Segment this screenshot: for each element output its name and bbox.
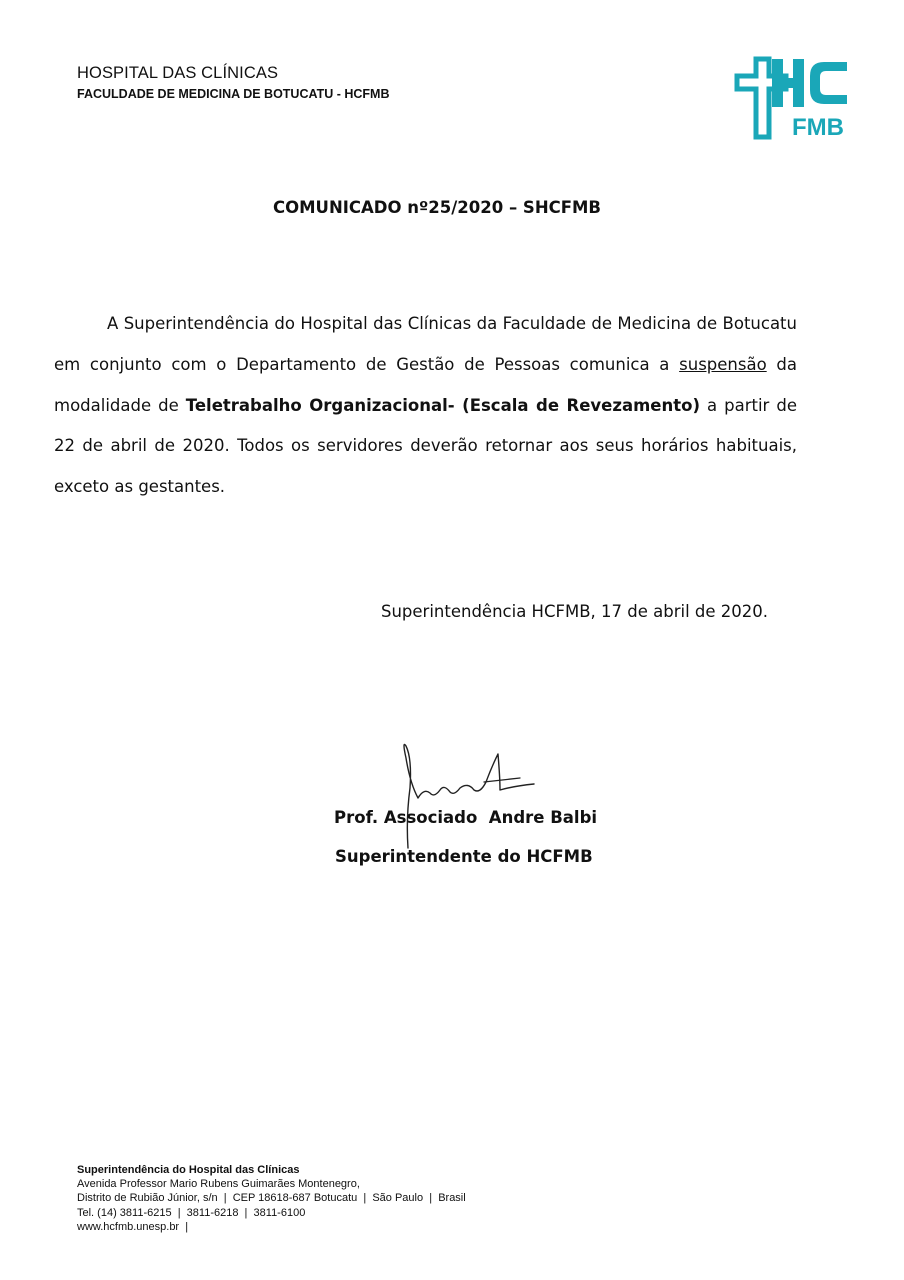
footer-address-1: Avenida Professor Mario Rubens Guimarães Montenegro, (77, 1178, 360, 1191)
body-underlined: suspensão (679, 354, 767, 374)
body-bold: Teletrabalho Organizacional- (Escala de Revezamento) (185, 395, 700, 415)
footer-title: Superintendência do Hospital das Clínicas (77, 1164, 300, 1176)
body-part-1: A Superintendência do Hospital das Clínicas da Faculdade de Medicina de Botucatu em conjunto com o Departamento de Gestão de Pessoas comunica a (54, 314, 797, 374)
hcfmb-logo (734, 56, 850, 140)
document-title: COMUNICADO nº25/2020 – SHCFMB (272, 198, 602, 217)
body-part-3: a partir de 22 de abril de 2020. Todos os servidores deverão retornar aos seus horários habituais, exceto as gestantes. (54, 395, 797, 497)
footer (77, 1163, 466, 1234)
signatory-role: Superintendente do HCFMB (335, 847, 593, 866)
footer-address-2: Distrito de Rubião Júnior, s/n | CEP 18618-687 Botucatu | São Paulo | Brasil (77, 1192, 466, 1205)
footer-phones: Tel. (14) 3811-6215 | 3811-6218 | 3811-6100 (77, 1206, 306, 1219)
footer-website: www.hcfmb.unesp.br | (77, 1220, 189, 1233)
logo-subtext: FMB (792, 114, 844, 140)
body-part-2: da modalidade de (54, 354, 797, 415)
body-paragraph (54, 304, 797, 508)
institution-name: HOSPITAL DAS CLÍNICAS (77, 64, 279, 82)
faculty-name: FACULDADE DE MEDICINA DE BOTUCATU - HCFMB (77, 87, 390, 101)
place-date: Superintendência HCFMB, 17 de abril de 2020. (381, 602, 769, 621)
handwritten-signature (388, 738, 548, 856)
signatory-name: Prof. Associado Andre Balbi (334, 808, 598, 827)
